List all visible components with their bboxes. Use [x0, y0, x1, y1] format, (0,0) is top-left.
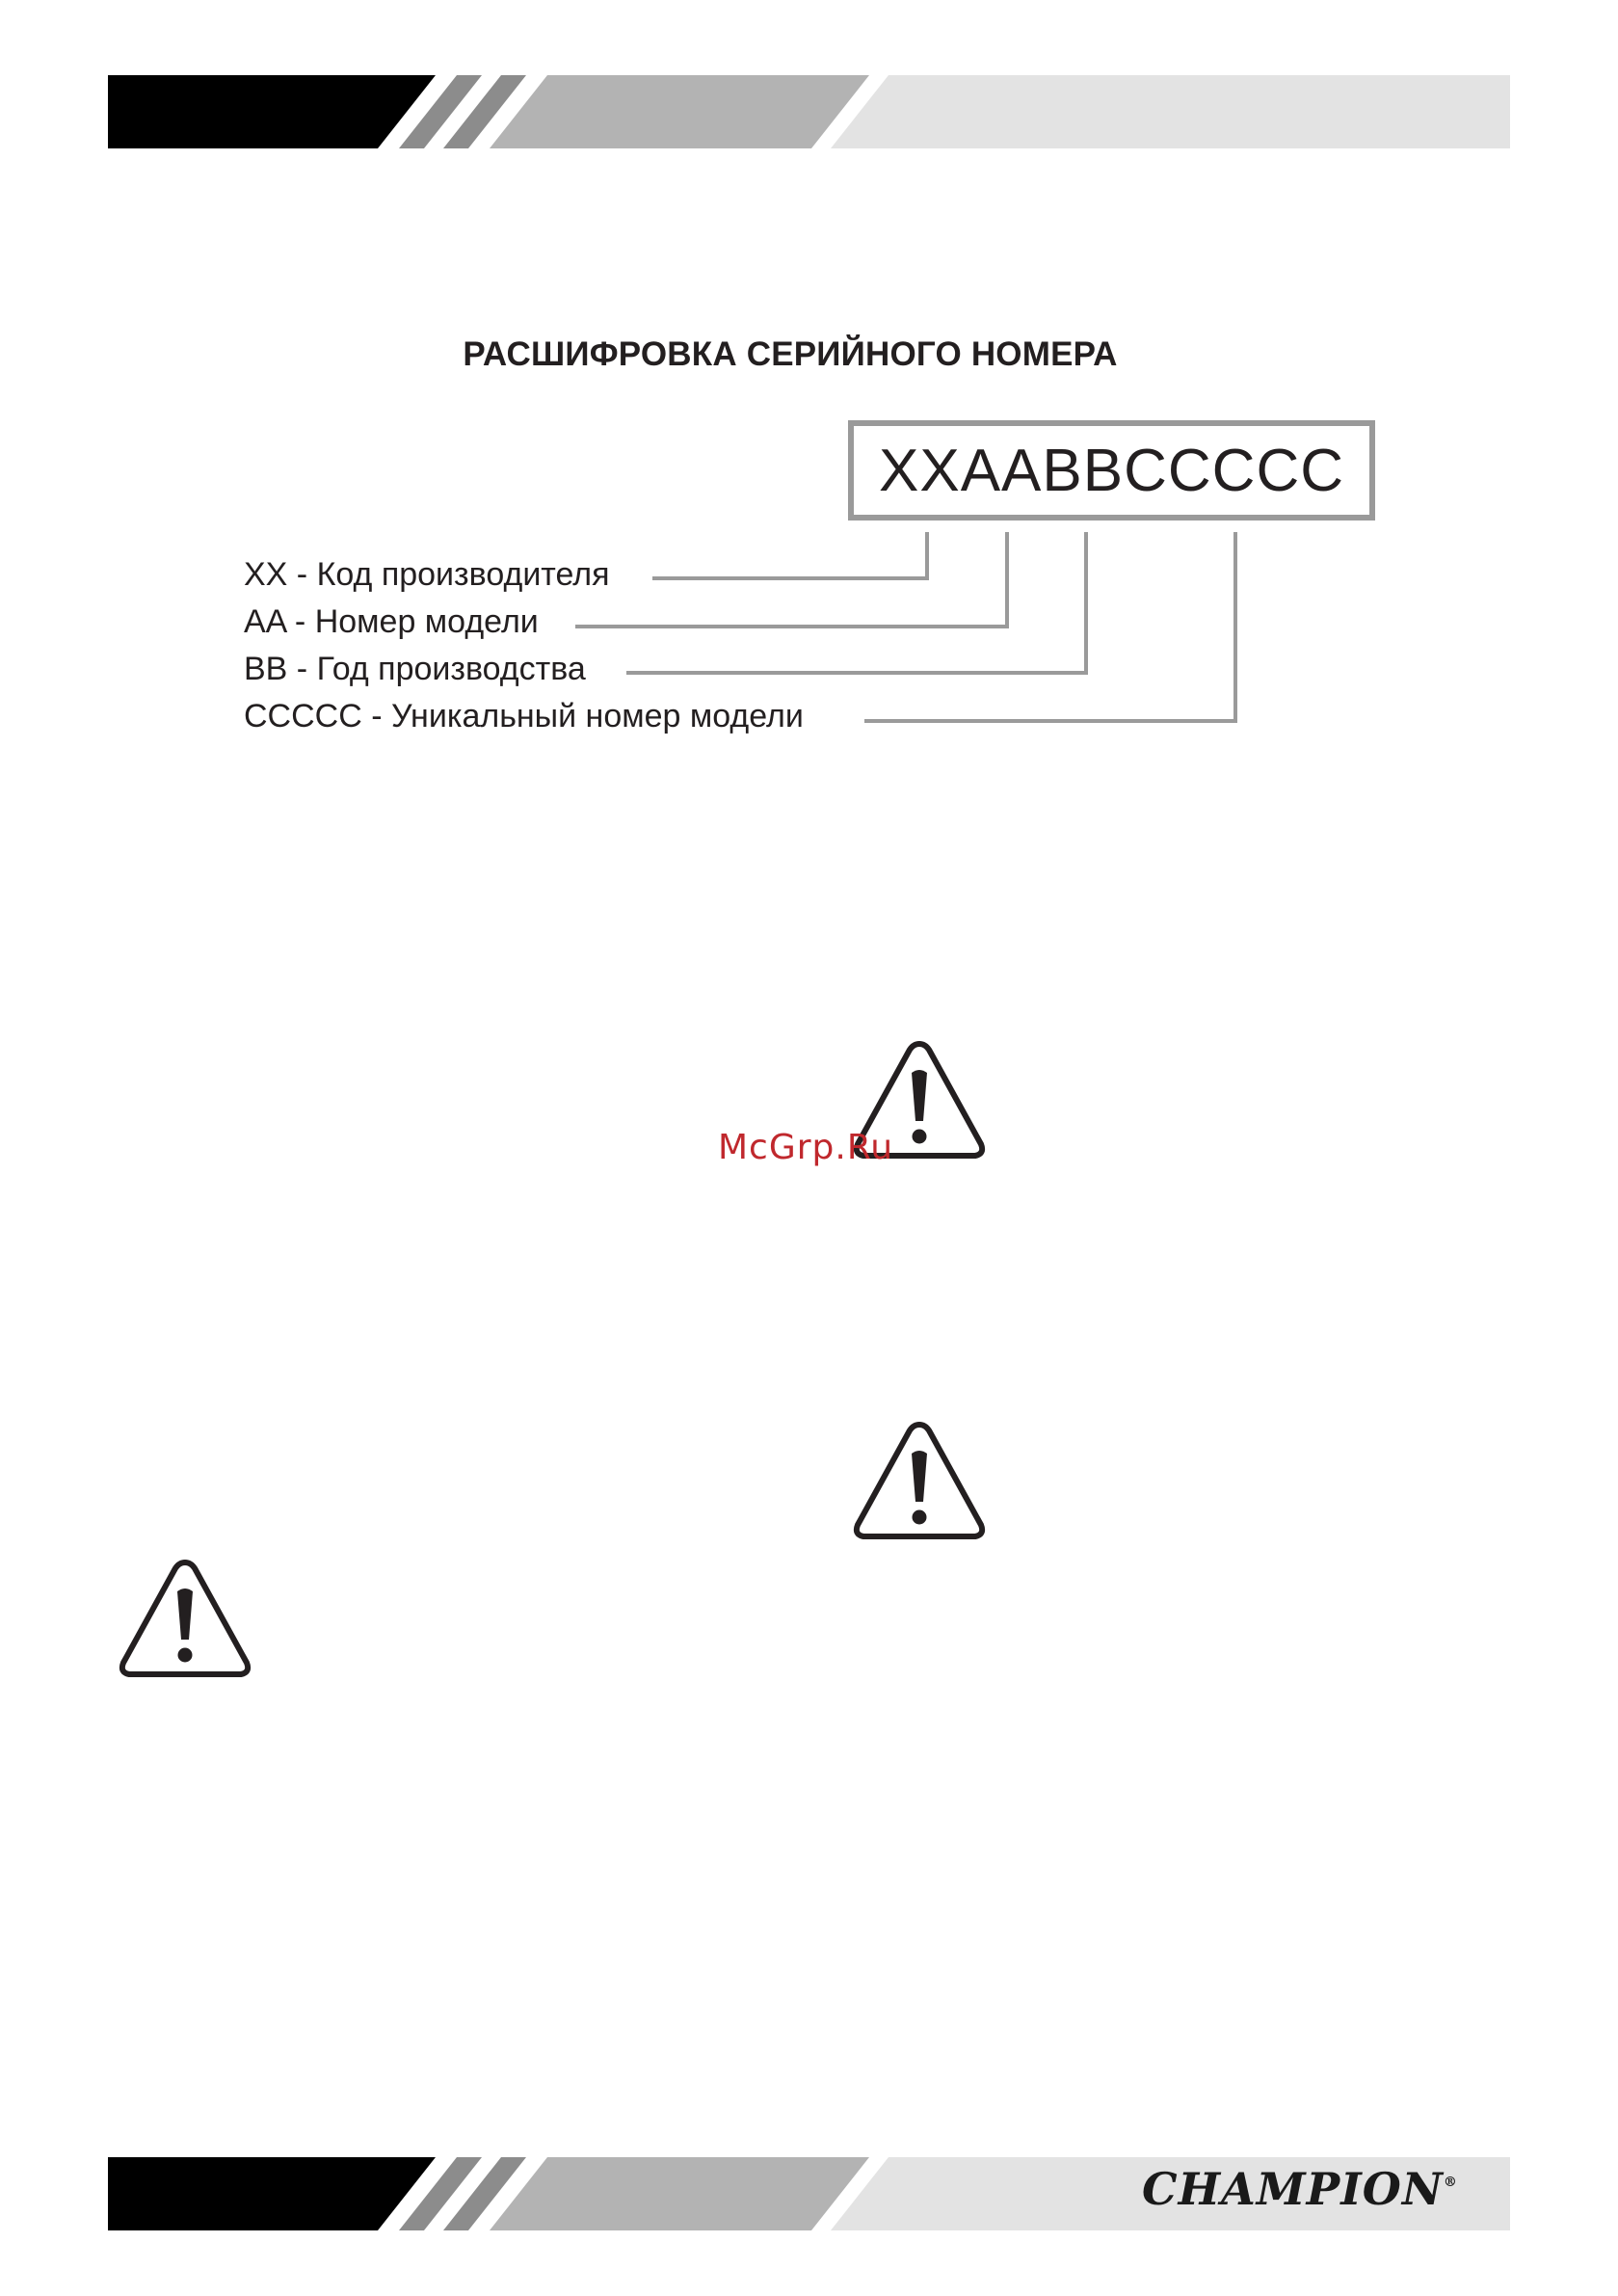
legend-production-year: BB - Год производства	[244, 651, 586, 687]
legend-model-number: AA - Номер модели	[244, 603, 539, 640]
champion-logo	[1142, 2163, 1470, 2225]
warning-triangle-icon	[852, 1417, 987, 1542]
serial-number: XXAABBCCCCC	[879, 437, 1344, 504]
watermark-text: McGrp.Ru	[718, 1128, 894, 1167]
connector-bb	[626, 532, 1086, 673]
legend-manufacturer-code: XX - Код производителя	[244, 556, 610, 593]
legend-connector-lines	[0, 0, 1618, 771]
page-title: РАСШИФРОВКА СЕРИЙНОГО НОМЕРА	[463, 335, 1118, 373]
brand-logo-text: CHAMPION	[1142, 2163, 1444, 2215]
registered-mark: ®	[1443, 2175, 1458, 2190]
warning-triangle-icon	[118, 1555, 252, 1680]
connector-xx	[652, 532, 927, 578]
legend-unique-number: CCCCC - Уникальный номер модели	[244, 698, 804, 734]
